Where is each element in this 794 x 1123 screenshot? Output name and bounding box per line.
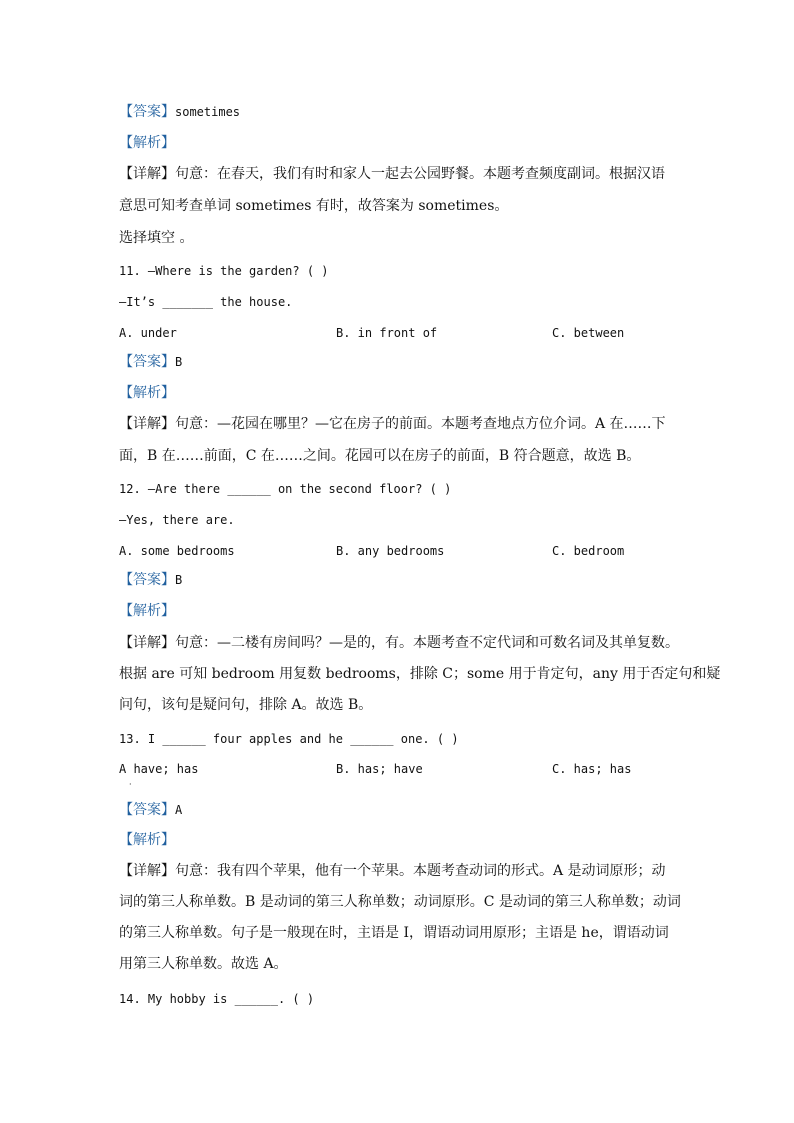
q12-detail-line-2: 根据 are 可知 bedroom 用复数 bedrooms，排除 C；some 用于肯定句，any 用于否定句和疑 [119,666,721,682]
q11-answer-line [119,353,182,372]
q12-answer: B [175,573,183,587]
detail-label: 【详解】 [119,166,175,182]
q10-analysis-line [119,134,175,153]
detail-label: 【详解】 [119,863,175,879]
q11-option-c: C. between [552,326,625,340]
q12-option-b: B. any bedrooms [336,544,445,558]
answer-label: 【答案】 [119,104,175,120]
q10-type-line: 选择填空 。 [119,230,194,246]
q13-detail-line-2: 词的第三人称单数。B 是动词的第三人称单数；动词原形。C 是动词的第三人称单数；动词 [119,894,681,910]
q12-option-a: A. some bedrooms [119,544,235,558]
q12-detail-line-3: 问句，该句是疑问句，排除 A。故选 B。 [119,697,373,713]
q13-analysis-line [119,831,175,850]
analysis-label: 【解析】 [119,135,175,151]
q12-analysis-line [119,602,175,621]
q11-detail-line-1 [119,415,666,433]
answer-label: 【答案】 [119,802,175,818]
detail-label: 【详解】 [119,416,175,432]
q10-detail-1: 句意：在春天，我们有时和家人一起去公园野餐。本题考查频度副词。根据汉语 [175,166,665,182]
analysis-label: 【解析】 [119,385,175,401]
analysis-label: 【解析】 [119,603,175,619]
q11-analysis-line [119,384,175,403]
q13-detail-line-1 [119,862,666,880]
q13-stem: 13. I ______ four apples and he ______ one. ( ) [119,732,459,746]
q12-line-2: —Yes, there are. [119,513,235,527]
q13-detail-1: 句意：我有四个苹果，他有一个苹果。本题考查动词的形式。A 是动词原形；动 [175,863,666,879]
q10-answer: sometimes [175,105,241,119]
answer-label: 【答案】 [119,354,175,370]
q11-line-2: —It’s _______ the house. [119,295,293,309]
q10-detail-line-1 [119,165,665,183]
q12-detail-1: 句意：—二楼有房间吗？—是的，有。本题考查不定代词和可数名词及其单复数。 [175,635,679,651]
q10-answer-line [119,103,240,122]
q10-detail-line-2: 意思可知考查单词 sometimes 有时，故答案为 sometimes。 [119,198,509,214]
q11-option-b: B. in front of [336,326,438,340]
q13-detail-line-3: 的第三人称单数。句子是一般现在时，主语是 I，谓语动词用原形；主语是 he，谓语动词 [119,925,669,941]
stray-dot-mark: · [129,780,132,789]
q11-detail-1: 句意：—花园在哪里？—它在房子的前面。本题考查地点方位介词。A 在……下 [175,416,666,432]
q13-option-a: A have; has [119,762,199,776]
q13-option-c: C. has; has [552,762,632,776]
q12-stem: 12. —Are there ______ on the second floor? ( ) [119,482,452,496]
answer-label: 【答案】 [119,572,175,588]
q13-answer: A [175,803,183,817]
q12-option-c: C. bedroom [552,544,625,558]
q12-detail-line-1 [119,634,679,652]
analysis-label: 【解析】 [119,832,175,848]
q13-answer-line [119,801,182,820]
detail-label: 【详解】 [119,635,175,651]
q14-stem: 14. My hobby is ______. ( ) [119,992,315,1006]
q11-stem: 11. —Where is the garden? ( ) [119,264,329,278]
q13-option-b: B. has; have [336,762,423,776]
q11-answer: B [175,355,183,369]
q12-answer-line [119,571,182,590]
q11-detail-line-2: 面，B 在……前面，C 在……之间。花园可以在房子的前面，B 符合题意，故选 B。 [119,448,641,464]
q11-option-a: A. under [119,326,177,340]
q13-detail-line-4: 用第三人称单数。故选 A。 [119,956,288,972]
